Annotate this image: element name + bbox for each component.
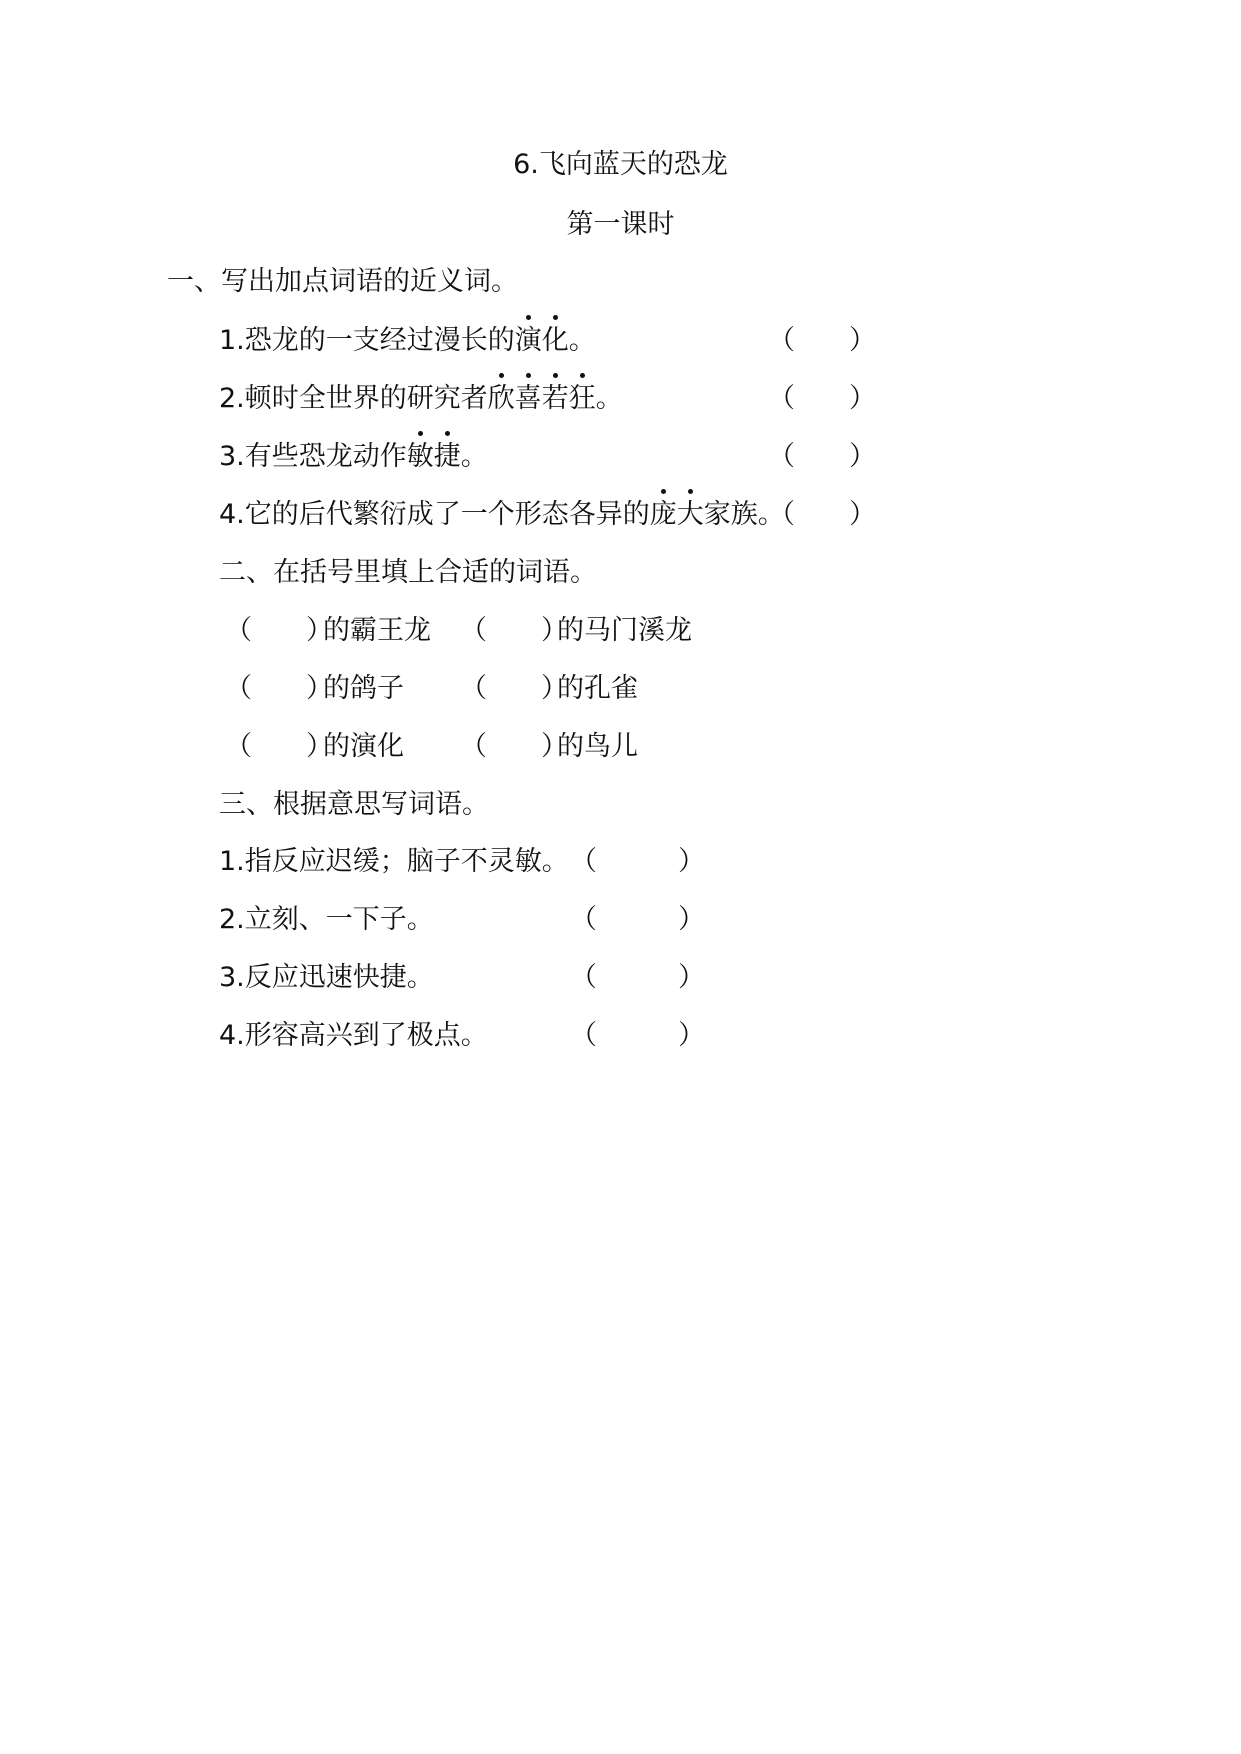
phrase-2-3-left: 的演化 [323,731,404,762]
question-1-3 [219,437,488,477]
answer-blank-3-3[interactable]: （ ） [570,962,705,993]
dotted-char: 若 [542,379,569,419]
fill-blank-2-1-right[interactable]: （ ） [460,615,568,646]
dotted-char: 演 [515,321,542,361]
fill-blank-2-2-right[interactable]: （ ） [460,673,568,704]
dotted-char: 庞 [650,495,677,535]
dotted-char: 喜 [515,379,542,419]
answer-blank-1-1[interactable]: （ ） [768,325,876,356]
question-text-end: 。 [595,383,623,414]
dotted-char: 大 [677,495,704,535]
question-text-end: 。 [460,441,488,472]
answer-blank-1-2[interactable]: （ ） [768,383,876,414]
answer-blank-3-1[interactable]: （ ） [570,846,705,877]
question-1-4 [219,495,785,535]
fill-blank-2-3-right[interactable]: （ ） [460,731,568,762]
dotted-char: 欣 [488,379,515,419]
dotted-char: 狂 [569,379,596,419]
question-1-2 [219,379,623,419]
phrase-2-2-right: 的孔雀 [557,673,638,704]
question-text-end: 家族。 [703,499,785,530]
answer-blank-3-4[interactable]: （ ） [570,1020,705,1051]
phrase-2-1-left: 的霸王龙 [323,615,431,646]
question-text-end: 。 [568,325,596,356]
question-3-3: 3.反应迅速快捷。 [219,962,434,993]
phrase-2-1-right: 的马门溪龙 [557,615,692,646]
question-3-2: 2.立刻、一下子。 [219,904,434,935]
fill-blank-2-3-left[interactable]: （ ） [225,731,333,762]
fill-blank-2-1-left[interactable]: （ ） [225,615,333,646]
phrase-2-2-left: 的鸽子 [323,673,404,704]
phrase-2-3-right: 的鸟儿 [557,731,638,762]
question-text: 3.有些恐龙动作 [219,441,407,472]
dotted-char: 敏 [407,437,434,477]
question-1-1 [219,321,596,361]
dotted-char: 化 [542,321,569,361]
answer-blank-3-2[interactable]: （ ） [570,904,705,935]
question-3-1: 1.指反应迟缓；脑子不灵敏。 [219,846,569,877]
question-3-4: 4.形容高兴到了极点。 [219,1020,488,1051]
answer-blank-1-4[interactable]: （ ） [768,499,876,530]
page-subtitle: 第一课时 [566,209,675,240]
page-title: 6.飞向蓝天的恐龙 [513,149,728,180]
section-3-heading: 三、根据意思写词语。 [219,789,489,820]
answer-blank-1-3[interactable]: （ ） [768,441,876,472]
section-1-heading: 一、写出加点词语的近义词。 [167,266,518,297]
question-text: 1.恐龙的一支经过漫长的 [219,325,515,356]
section-2-heading: 二、在括号里填上合适的词语。 [219,557,597,588]
dotted-char: 捷 [434,437,461,477]
fill-blank-2-2-left[interactable]: （ ） [225,673,333,704]
question-text: 4.它的后代繁衍成了一个形态各异的 [219,499,650,530]
question-text: 2.顿时全世界的研究者 [219,383,488,414]
